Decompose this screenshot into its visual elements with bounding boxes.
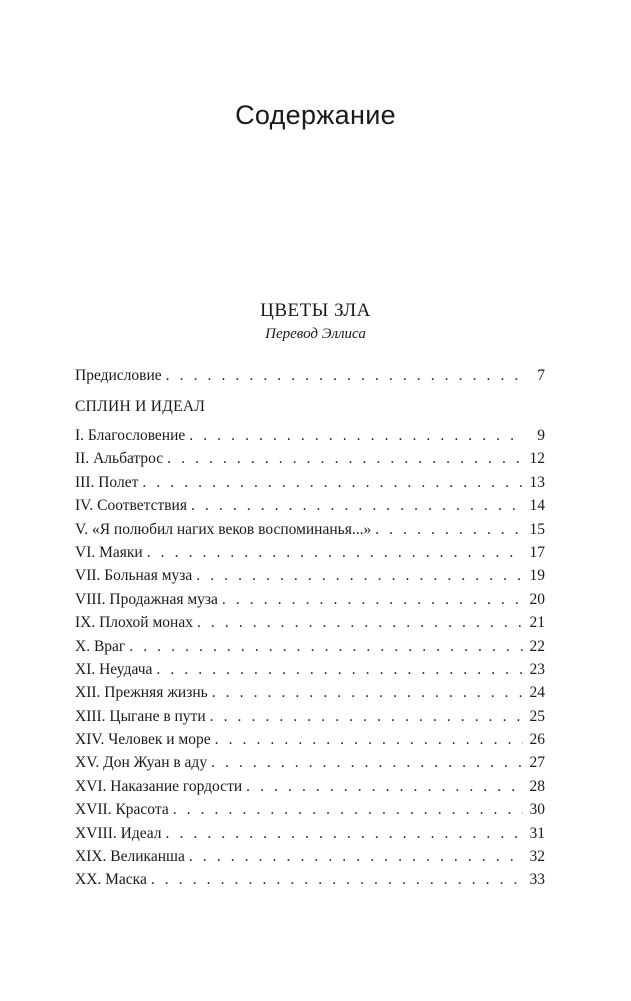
toc-leader-dots [246, 775, 523, 798]
page-title: Содержание [235, 100, 396, 130]
toc-entry-page: 15 [529, 520, 545, 538]
toc-entry-label: XVII. Красота [75, 801, 169, 819]
toc-leader-dots [166, 822, 523, 845]
section-heading: СПЛИН И ИДЕАЛ [75, 398, 206, 415]
toc-entry[interactable] [75, 845, 545, 868]
book-title: ЦВЕТЫ ЗЛА [260, 300, 371, 321]
toc-entry-preface[interactable] [75, 364, 545, 387]
toc-leader-dots [191, 494, 523, 517]
toc-entry[interactable] [75, 564, 545, 587]
toc-entry-label: III. Полет [75, 473, 139, 491]
toc-leader-dots [211, 751, 523, 774]
toc-entry-label: II. Альбатрос [75, 450, 164, 468]
toc-entry[interactable] [75, 424, 545, 447]
toc-entry[interactable] [75, 541, 545, 564]
toc-leader-dots [166, 364, 523, 387]
toc-leader-dots [212, 681, 523, 704]
toc-entry-page: 24 [529, 684, 545, 702]
toc-entry-label: IX. Плохой монах [75, 614, 193, 632]
toc-leader-dots [167, 447, 523, 470]
toc-entry-page: 32 [529, 848, 545, 866]
toc-leader-dots [210, 705, 523, 728]
toc-entry[interactable] [75, 471, 545, 494]
toc-entry-label: IV. Соответствия [75, 497, 187, 515]
toc-entry-page: 7 [537, 367, 545, 384]
toc-entry-label: Предисловие [75, 367, 162, 384]
toc-entry[interactable] [75, 658, 545, 681]
toc-leader-dots [189, 424, 523, 447]
toc-entry-page: 23 [529, 660, 545, 678]
toc-entry-label: XVIII. Идеал [75, 824, 162, 842]
toc-leader-dots [196, 564, 523, 587]
toc-leader-dots [197, 611, 523, 634]
toc-leader-dots [142, 471, 523, 494]
toc-entry[interactable] [75, 518, 545, 541]
toc-leader-dots [375, 518, 523, 541]
toc-entry-page: 9 [537, 427, 545, 444]
toc-entry-page: 25 [529, 707, 545, 725]
toc-entry-label: XX. Маска [75, 871, 147, 889]
toc-entry-label: XIX. Великанша [75, 848, 185, 866]
toc-entry-label: V. «Я полюбил нагих веков воспоминанья...» [75, 520, 372, 538]
toc-entry-label: I. Благословение [75, 427, 186, 444]
toc-entry-label: XV. Дон Жуан в аду [75, 754, 208, 772]
toc-entry[interactable] [75, 494, 545, 517]
toc-leader-dots [215, 728, 523, 751]
toc-leader-dots [189, 845, 523, 868]
toc-entry-page: 19 [529, 567, 545, 585]
toc-entry-page: 28 [529, 777, 545, 795]
toc-entry[interactable] [75, 798, 545, 821]
toc-entry-label: XII. Прежняя жизнь [75, 684, 208, 702]
toc-entry[interactable] [75, 681, 545, 704]
toc-entry[interactable] [75, 588, 545, 611]
toc-entry-page: 21 [529, 614, 545, 632]
toc-leader-dots [156, 658, 523, 681]
toc-entry[interactable] [75, 728, 545, 751]
toc-entry-page: 31 [529, 824, 545, 842]
toc-leader-dots [222, 588, 523, 611]
toc-entry-page: 26 [529, 731, 545, 749]
toc-entry-page: 17 [529, 543, 545, 561]
toc-entry-label: VI. Маяки [75, 543, 143, 561]
toc-entry-page: 30 [529, 801, 545, 819]
toc-entry-page: 12 [529, 450, 545, 468]
toc-poem-list [75, 424, 545, 892]
toc-entry-label: XI. Неудача [75, 660, 153, 678]
toc-entry-label: VII. Больная муза [75, 567, 193, 585]
toc-entry[interactable] [75, 447, 545, 470]
toc-entry[interactable] [75, 751, 545, 774]
toc-entry-label: XVI. Наказание гордости [75, 777, 243, 795]
toc-entry[interactable] [75, 868, 545, 891]
toc-entry[interactable] [75, 775, 545, 798]
toc-entry-label: X. Враг [75, 637, 126, 655]
toc-entry-page: 14 [529, 497, 545, 515]
toc-entry-label: XIII. Цыгане в пути [75, 707, 206, 725]
toc-leader-dots [173, 798, 523, 821]
translator-credit: Перевод Эллиса [265, 326, 366, 342]
toc-entry-label: XIV. Человек и море [75, 731, 211, 749]
toc-entry-page: 33 [529, 871, 545, 889]
toc-preface [75, 364, 545, 387]
toc-entry-label: VIII. Продажная муза [75, 590, 218, 608]
toc-leader-dots [129, 635, 523, 658]
toc-entry[interactable] [75, 822, 545, 845]
toc-entry[interactable] [75, 705, 545, 728]
toc-entry-page: 13 [529, 473, 545, 491]
toc-entry[interactable] [75, 635, 545, 658]
toc-entry[interactable] [75, 611, 545, 634]
toc-entry-page: 22 [529, 637, 545, 655]
toc-entry-page: 20 [529, 590, 545, 608]
toc-entry-page: 27 [529, 754, 545, 772]
toc-leader-dots [151, 868, 523, 891]
toc-leader-dots [147, 541, 523, 564]
